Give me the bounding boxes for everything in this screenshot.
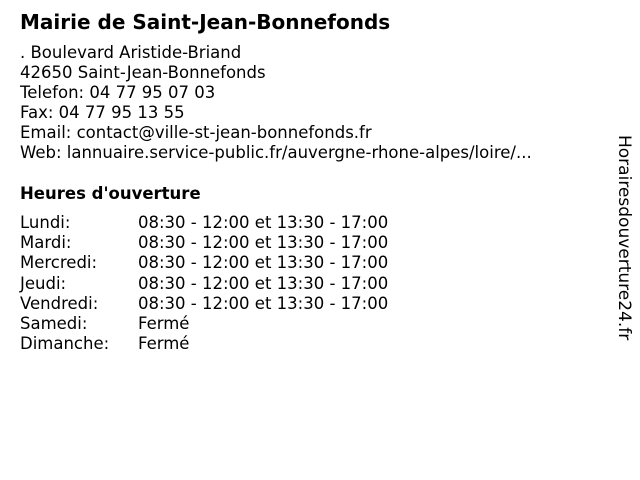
- hours-row-wednesday: [20, 253, 388, 273]
- day-label: Samedi:: [20, 314, 88, 334]
- watermark-text: Horairesdouverture24.fr: [614, 135, 634, 341]
- day-hours: 08:30 - 12:00 et 13:30 - 17:00: [138, 213, 389, 232]
- day-label: Mardi:: [20, 233, 72, 253]
- day-label: Dimanche:: [20, 334, 110, 354]
- hours-row-sunday: [20, 334, 388, 354]
- hours-table: [20, 213, 388, 354]
- hours-row-monday: [20, 213, 388, 233]
- phone-number: Telefon: 04 77 95 07 03: [20, 83, 216, 102]
- contact-block: [20, 43, 532, 163]
- day-label: Vendredi:: [20, 293, 99, 313]
- hours-row-friday: [20, 294, 388, 314]
- website-link: Web: lannuaire.service-public.fr/auvergne-rhone-alpes/loire/...: [20, 143, 532, 162]
- address-city: 42650 Saint-Jean-Bonnefonds: [20, 63, 266, 82]
- hours-heading: Heures d'ouverture: [20, 184, 201, 203]
- address-street: . Boulevard Aristide-Briand: [20, 43, 242, 62]
- page-title: Mairie de Saint-Jean-Bonnefonds: [20, 10, 391, 34]
- hours-row-saturday: [20, 314, 388, 334]
- day-hours: 08:30 - 12:00 et 13:30 - 17:00: [138, 273, 389, 293]
- day-hours: 08:30 - 12:00 et 13:30 - 17:00: [138, 233, 389, 253]
- day-hours: 08:30 - 12:00 et 13:30 - 17:00: [138, 253, 389, 273]
- fax-number: Fax: 04 77 95 13 55: [20, 103, 185, 122]
- hours-row-tuesday: [20, 233, 388, 253]
- day-hours: Fermé: [138, 334, 190, 354]
- day-label: Jeudi:: [20, 273, 67, 293]
- watermark: [608, 135, 638, 375]
- day-label: Lundi:: [20, 213, 71, 232]
- day-hours: Fermé: [138, 314, 190, 334]
- day-hours: 08:30 - 12:00 et 13:30 - 17:00: [138, 293, 389, 313]
- email-address: Email: contact@ville-st-jean-bonnefonds.fr: [20, 123, 372, 142]
- day-label: Mercredi:: [20, 253, 98, 273]
- hours-row-thursday: [20, 274, 388, 294]
